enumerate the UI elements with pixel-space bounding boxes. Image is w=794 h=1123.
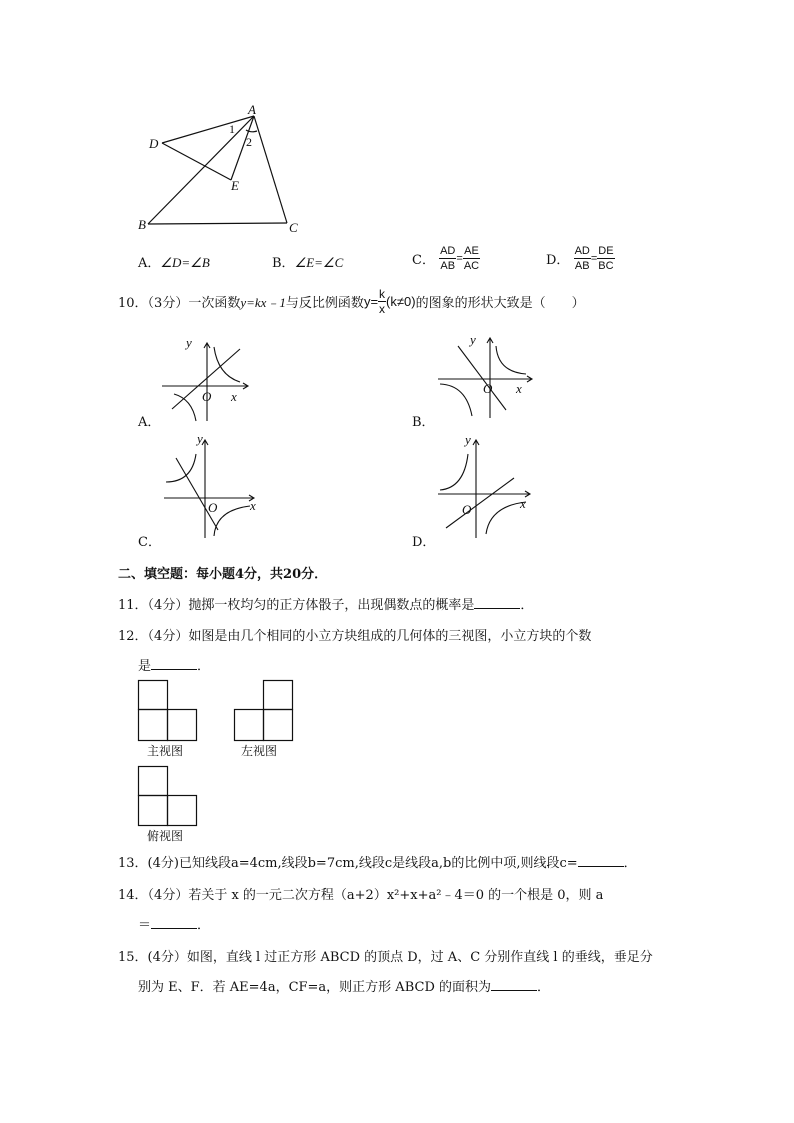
q12-left-view-caption: 左视图: [241, 744, 278, 758]
option-letter: B．: [272, 256, 295, 271]
label-y: y: [197, 431, 203, 446]
q10-graph-d: [434, 430, 564, 540]
hyperbola-branch-1: [440, 454, 468, 490]
label-x: x: [516, 381, 522, 396]
q10-condition: (k≠0): [386, 294, 416, 309]
label-x: x: [250, 498, 256, 513]
option-text: ∠D=∠B: [160, 255, 210, 270]
answer-blank[interactable]: [491, 978, 537, 991]
q12-left-view: [234, 680, 304, 742]
label-y: y: [465, 432, 471, 447]
q10-graph-b: [434, 330, 554, 420]
option-letter: D．: [546, 253, 570, 268]
linear-graph: [458, 346, 506, 410]
fraction: $\frac{AD}{AB}$: [440, 245, 456, 272]
option-letter: C．: [412, 253, 435, 268]
label-y: y: [470, 332, 476, 347]
q10-linear-function: y=kx﹣1: [240, 295, 286, 310]
label-b: B: [138, 217, 146, 232]
label-o: O: [208, 500, 218, 515]
q10-graph-a: [158, 335, 278, 425]
label-x: x: [520, 496, 526, 511]
label-x: x: [231, 389, 237, 404]
cube-square: [264, 681, 293, 710]
q15-question-line1: 15．(4分）如图，直线 l 过正方形 ABCD 的顶点 D，过 A、C 分别作直线 l 的垂线，垂足分: [118, 950, 653, 965]
label-o: O: [462, 502, 472, 517]
answer-blank[interactable]: [151, 916, 197, 929]
cube-square: [235, 710, 264, 741]
label-angle-2: 2: [246, 135, 252, 149]
linear-graph: [446, 478, 514, 528]
cube-square: [264, 710, 293, 741]
q9-triangle-figure: [0, 0, 794, 240]
segment-ab: [148, 116, 254, 224]
segment-bc: [148, 223, 287, 224]
q10-question: [118, 287, 585, 316]
answer-blank[interactable]: [151, 657, 197, 670]
section-2-heading: 二、填空题：每小题4分，共20分．: [118, 567, 328, 582]
q10-option-d: D．: [412, 535, 436, 550]
label-o: O: [483, 381, 493, 396]
label-y: y: [186, 335, 192, 350]
q15-question-line2: 别为 E、F．若 AE=4a，CF=a，则正方形 ABCD 的面积为 ．: [138, 980, 551, 995]
q11-text: 11．（4分）抛掷一枚均匀的正方体骰子，出现偶数点的概率是: [118, 598, 475, 613]
label-a: A: [248, 102, 256, 117]
q12-question-line1: 12．（4分）如图是由几个相同的小立方块组成的几何体的三视图，小立方块的个数: [118, 629, 592, 644]
answer-blank[interactable]: [474, 596, 520, 609]
fraction: $\frac{AE}{AC}$: [463, 245, 480, 272]
q14-question-line2: ＝ ．: [138, 918, 211, 933]
q10-mid: 与反比例函数: [285, 296, 364, 311]
cube-square: [139, 681, 168, 710]
cube-square: [168, 796, 197, 826]
fraction: $\frac{DE}{BC}$: [598, 245, 614, 272]
label-c: C: [289, 220, 298, 235]
q9-option-a: [138, 252, 210, 271]
q9-option-b: [272, 252, 343, 271]
segment-ac: [254, 116, 287, 223]
label-e: E: [231, 178, 239, 193]
cube-square: [139, 796, 168, 826]
q14-question-line1: 14．（4分）若关于 x 的一元二次方程（a+2）x²+x+a²﹣4＝0 的一个根是 0，则 a: [118, 888, 604, 903]
q10-option-b: B．: [412, 415, 435, 430]
q10-prefix: 10．（3分）一次函数: [118, 296, 241, 311]
q9-option-c: C． $\frac{AD}{AB}$ = $\frac{AE}{AC}$: [412, 245, 480, 272]
q11-question: 11．（4分）抛掷一枚均匀的正方体骰子，出现偶数点的概率是 ．: [118, 598, 534, 613]
label-o: O: [202, 389, 212, 404]
option-text: ∠E=∠C: [294, 255, 344, 270]
q13-question: 13．(4分)已知线段a=4cm,线段b=7cm,线段c是线段a,b的比例中项,则线段c= ．: [118, 856, 637, 871]
q10-option-c: C．: [138, 535, 161, 550]
label-d: D: [149, 136, 159, 151]
hyperbola-branch-2: [440, 384, 472, 416]
label-angle-1: 1: [229, 122, 235, 136]
q10-graph-c: [158, 430, 278, 540]
linear-graph: [176, 458, 218, 530]
q12-front-view-caption: 主视图: [147, 744, 184, 758]
cube-square: [139, 767, 168, 796]
q12-front-view: [138, 680, 208, 742]
q10-suffix: 的图象的形状大致是（ ）: [415, 296, 585, 311]
q9-option-d: D． $\frac{AD}{AB}$ = $\frac{DE}{BC}$: [546, 245, 614, 272]
q10-option-a: A．: [138, 415, 161, 430]
q12-question-line2: 是 ．: [138, 659, 211, 674]
q12-top-view: [138, 766, 208, 828]
hyperbola-branch-2: [214, 506, 250, 536]
angle-mark: [246, 130, 257, 132]
q10-y-eq: y=: [363, 294, 379, 309]
cube-square: [168, 710, 197, 741]
answer-blank[interactable]: [578, 854, 624, 867]
cube-square: [139, 710, 168, 741]
q12-top-view-caption: 俯视图: [147, 829, 184, 843]
q13-text: 13．(4分)已知线段a=4cm,线段b=7cm,线段c是线段a,b的比例中项,则线段c=: [118, 856, 578, 871]
q10-fraction: $\frac{k}{x}$: [379, 287, 386, 316]
hyperbola-branch-1: [496, 346, 526, 374]
hyperbola-branch-1: [166, 454, 196, 482]
option-letter: A．: [138, 256, 161, 271]
fraction: $\frac{AD}{AB}$: [574, 245, 590, 272]
